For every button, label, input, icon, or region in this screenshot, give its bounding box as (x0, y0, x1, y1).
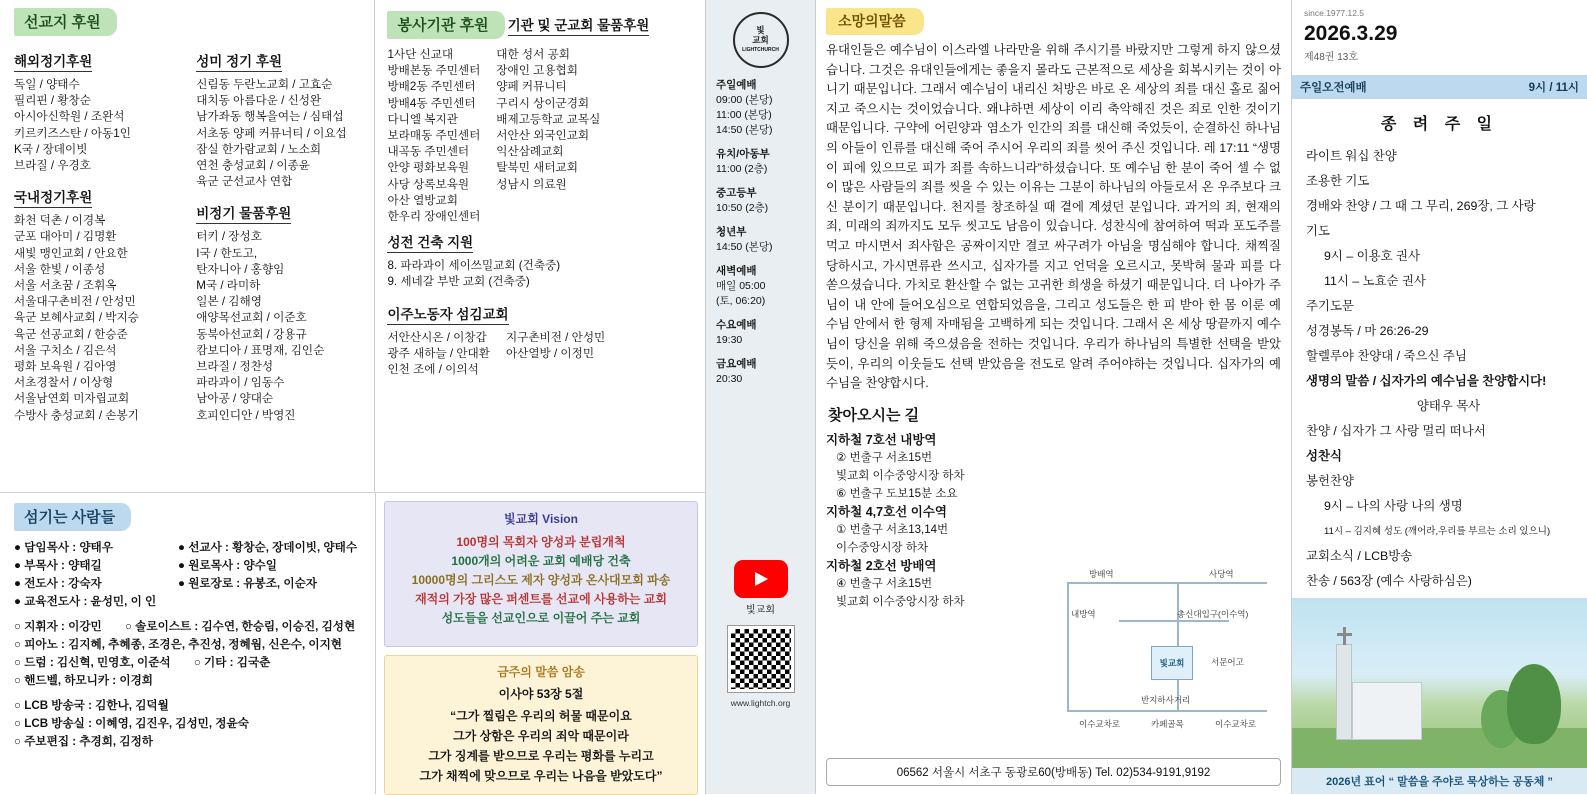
order-item: 11시 – 김지혜 성도 (깨어라,우리를 부르는 소리 있으니) (1324, 526, 1551, 537)
support-panels (0, 0, 705, 492)
list-item: 지구촌비전 / 안성민 (505, 330, 606, 344)
list-item: M국 / 라미하 (196, 279, 261, 293)
church-logo (733, 12, 789, 68)
vision-title: 빛교회 Vision (504, 512, 578, 526)
list-item: 잠실 한가람교회 / 노소희 (196, 142, 322, 156)
vision-line: 성도들을 선교인으로 이끌어 주는 교회 (441, 611, 641, 625)
column-missions (0, 0, 706, 794)
memory-verse-line: 그가 채찍에 맞으므로 우리는 나음을 받았도다” (419, 769, 663, 783)
map-label: 총신대입구(이수역) (1177, 609, 1249, 619)
servant-label: 솔로이스트 : 김수연, 한승림, 이승진, 김성현 (135, 620, 356, 633)
mission-support-section (0, 0, 375, 492)
section-tab-missions: 선교지 후원 (14, 8, 117, 36)
station-name: 지하철 7호선 내방역 (826, 432, 937, 447)
servant-label: LCB 방송국 : 김한나, 김덕월 (24, 699, 169, 712)
photo-steeple (1336, 644, 1352, 740)
vision-card (384, 501, 698, 647)
service-times (712, 78, 809, 387)
list-item: 서안산시온 / 이창갑 (387, 330, 487, 344)
list-item: 방배2동 주민센터 (387, 80, 476, 94)
order-item: 조용한 기도 (1306, 174, 1370, 188)
year-slogan: 2026년 표어 “ 말씀을 주야로 묵상하는 공동체 ” (1292, 768, 1587, 794)
list-item: 수방사 충성교회 / 손봉기 (14, 408, 139, 422)
heading-overseas: 해외정기후원 (14, 50, 92, 72)
list-seongmi (196, 77, 364, 190)
route-line: 빛교회 이수중앙시장 하차 (836, 595, 965, 608)
servant-row: ● 담임목사 : 양태우 (14, 541, 113, 554)
servant-row: ○ 핸드벨, 하모니카 : 이경희 (14, 674, 153, 687)
list-item: 서울 한빛 / 이종성 (14, 262, 106, 276)
schedule-head: 중고등부 (716, 187, 757, 199)
list-goods-right (496, 47, 600, 225)
servants-section (0, 492, 376, 794)
map-label: 이수교차로 (1215, 719, 1257, 729)
map-label: 내방역 (1071, 609, 1096, 619)
servant-row: ● 전도사 : 강숙자 (14, 577, 102, 590)
list-item: 익산삼례교회 (496, 145, 564, 159)
memory-verse-title: 금주의 말씀 암송 (497, 665, 585, 679)
list-item: 방배4동 주민센터 (387, 96, 476, 110)
list-item: 육군 보혜사교회 / 박지승 (14, 311, 139, 325)
order-item: 할렐루야 찬양대 / 죽으신 주님 (1306, 349, 1467, 363)
schedule-head: 금요예배 (716, 358, 757, 370)
heading-goods: 기관 및 군교회 물품후원 (508, 14, 650, 36)
section-tab-service: 봉사기관 후원 (387, 11, 504, 39)
list-item: 필리핀 / 황창순 (14, 94, 91, 108)
section-tab-servants: 섬기는 사람들 (14, 503, 131, 531)
map-label: 이수교차로 (1079, 719, 1121, 729)
servant-label: 선교사 : 황창순, 장데이빗, 양태수 (188, 541, 358, 554)
servant-label: 핸드벨, 하모니카 : 이경희 (24, 674, 153, 687)
servant-label: 드럼 : 김신혁, 민영호, 이준석 (24, 656, 171, 669)
directions-title: 찾아오시는 길 (828, 406, 920, 424)
route-line: 빛교회 이수중앙시장 하차 (836, 469, 965, 482)
order-item: 봉헌찬양 (1306, 474, 1354, 488)
servant-label: 기타 : 김국춘 (204, 656, 271, 669)
servant-row: ● 교육전도사 : 윤성민, 이 인 (14, 595, 157, 608)
photo-building (1352, 682, 1422, 740)
order-item: 성경봉독 / 마 26:26-29 (1306, 324, 1429, 338)
list-overseas (14, 77, 182, 174)
route-line: 이수중앙시장 하차 (836, 541, 929, 554)
list-domestic (14, 213, 182, 424)
list-item: 새빛 맹인교회 / 안요한 (14, 246, 128, 260)
map-label: 방배역 (1089, 569, 1114, 579)
location-map (1059, 560, 1277, 740)
list-item: 남아공 / 양대순 (196, 392, 274, 406)
list-item: 방배본동 주민센터 (387, 64, 481, 78)
list-item: 파라과이 / 임동수 (196, 376, 285, 390)
list-item: 호피인디안 / 박영진 (196, 408, 296, 422)
order-item: 9시 – 이용호 권사 (1324, 249, 1420, 263)
order-item: 찬송 / 563장 (예수 사랑하심은) (1306, 574, 1472, 588)
schedule-row: 10:50 (2층) (716, 202, 769, 214)
route-line: ④ 번출구 서초15번 (836, 577, 933, 590)
servant-row: ● 원로목사 : 양수일 (178, 559, 277, 572)
schedule-head: 청년부 (716, 226, 747, 238)
map-label: 반지하사거리 (1141, 695, 1191, 705)
list-item: 광주 새하늘 / 안대환 (387, 346, 490, 360)
service-bar-left: 주일오전예배 (1300, 82, 1367, 94)
schedule-row: 14:50 (본당) (716, 241, 773, 253)
map-label: 사당역 (1209, 569, 1234, 579)
servant-label: 담임목사 : 양태우 (24, 541, 113, 554)
list-item: 신림동 두란노교회 / 고효순 (196, 78, 333, 91)
list-item: 탈북민 새터교회 (496, 161, 578, 175)
list-item: 독일 / 양태수 (14, 78, 80, 91)
list-item: 군포 대아미 / 김명환 (14, 230, 117, 244)
memory-verse-line: “그가 찔림은 우리의 허물 때문이요 (450, 709, 632, 723)
heading-irregular: 비정기 물품후원 (196, 202, 291, 224)
memory-verse-ref: 이사야 53장 5절 (498, 687, 584, 701)
list-item: K국 / 장데이빗 (14, 142, 88, 156)
schedule-row: 14:50 (본당) (716, 124, 773, 136)
list-item: 서울 구치소 / 김은석 (14, 343, 117, 357)
list-item: 서울대구촌비전 / 안성민 (14, 295, 136, 309)
schedule-row: 11:00 (2층) (716, 163, 768, 175)
vision-line: 100명의 목회자 양성과 분립개척 (456, 535, 626, 549)
list-item: 배제고등학교 교목실 (496, 112, 601, 126)
qr-code-icon[interactable] (728, 626, 794, 692)
schedule-row: 20:30 (716, 373, 743, 385)
list-item: 화천 덕촌 / 이경복 (14, 214, 106, 228)
map-label: 카페골목 (1151, 719, 1184, 729)
list-item: 장애인 고용협회 (496, 64, 578, 78)
sermon-body: 유대인들은 예수님이 이스라엘 나라만을 위해 주시기를 바랐지만 그렇게 하지 않으셨습니다. 그것은 유대인들에게는 좋을지 몰라도 근본적으로 세상을 회복시키는 것이 아니기 때문입니다. 그래서 예수님이 내리신 처방은 바로 온 세상의 죄를 대신 홀로 짊어지고 죽으시는 것이었습니다. 왜냐하면 세상이 이리 축악해진 것은 죄로 인한 것이기 때문입니다. 구약에 어린양과 염소가 인간의 죄를 대신해 죽었듯이, 순결하신 하나님의 아들이 인류를 대신해 죽어 주시어 우리의 죄를 씻어 주신 것입니다. 레 17:11 “생명이 피에 있으므로 피가 죄를 속하느니라”하셨습니다. 또 예수님 한 분이 죽어 셀 수 없이 많은 사람들의 죄를 씻을 수 있는 이유는 그분이 하나님의 아들로서 온 우주보다 크신 분이기 때문입니다. 천지를 창조하실 때 곁에 계셨던 분입니다. 과거의 죄, 현재의 죄, 미래의 죄까지도 모두 씻고도 남음이 있습니다. 성찬식에 참여하여 떡과 포도주를 먹고 마시면서 죄사함은 공짜이지만 결코 싸구려가 아님을 명심해야 합니다. 채찍질 당하시고, 가시면류관 쓰시고, 십자가를 지고 언덕을 오르시고, 못박혀 물과 피를 다 쏟으셨습니다. 가치로 환산할 수 없는 고귀한 희생을 하셨기 때문입니다. 더 나아가 주님이 내 안에 들어오심으로 연합되었음을, 그리고 성도들은 한 피 받아 한 몸 이룬 예수님 안에서 한 형제 자매됨을 고백하게 되는 것입니다. 그래서 온 세상 땅끝까지 예수님이 당신을 위해 죽으셨음을 전하는 것입니다. 우리가 하나님의 특별한 선택을 받았듯이, 우리의 이웃들도 선택 받았음을 전도로 알려 주어야하는 것입니다. 십자가의 예수님을 찬양합시다. (826, 43, 1281, 391)
servant-label: LCB 방송실 : 이혜영, 김진우, 김성민, 정윤숙 (24, 717, 249, 730)
memory-verse-card (384, 655, 698, 795)
list-goods-left (387, 47, 480, 225)
bulletin-date: 2026.3.29 (1304, 22, 1398, 45)
servant-label: 주보편집 : 추경희, 김정하 (24, 735, 153, 748)
list-item: 서울 서초꿈 / 조휘옥 (14, 279, 117, 293)
list-building (387, 258, 695, 290)
servant-row: ○ 피아노 : 김지혜, 추혜종, 조경은, 추진성, 정혜웜, 신은수, 이지현 (14, 638, 342, 651)
order-item: 기도 (1306, 224, 1330, 238)
list-item: 대치동 아름다운 / 신성완 (196, 94, 322, 108)
order-item: 경배와 찬양 / 그 때 그 무리, 269장, 그 사랑 (1306, 199, 1536, 213)
vision-line: 1000개의 어려운 교회 예배당 건축 (451, 554, 631, 568)
list-irregular (196, 229, 364, 423)
list-item: 일본 / 김해영 (196, 295, 262, 309)
church-address: 06562 서울시 서초구 동광로60(방배동) Tel. 02)534-9191,9192 (826, 758, 1281, 786)
heading-building: 성전 건축 지원 (387, 231, 473, 253)
page-title: 종 려 주 일 (1380, 116, 1499, 133)
order-item: 11시 – 노효순 권사 (1324, 274, 1426, 288)
station-name: 지하철 2호선 방배역 (826, 558, 937, 573)
servant-label: 부목사 : 양태길 (24, 559, 102, 572)
schedule-row: 09:00 (본당) (716, 94, 773, 106)
list-item: 내곡동 주민센터 (387, 145, 470, 159)
list-item: 서초경찰서 / 이상형 (14, 376, 114, 390)
memory-verse-line: 그가 상함은 우리의 죄악 때문이라 (453, 729, 629, 743)
order-item-communion: 성찬식 (1306, 449, 1342, 463)
servant-row: ● 선교사 : 황창순, 장데이빗, 양태수 (178, 541, 358, 554)
list-item: 서울남연회 미자립교회 (14, 392, 130, 406)
schedule-row: 매일 05:00 (716, 280, 766, 292)
list-item: 8. 파라과이 세이쓰밀교회 (건축중) (387, 259, 561, 273)
list-item: 키르키즈스탄 / 아동1인 (14, 126, 131, 140)
servant-row: ○ LCB 방송실 : 이혜영, 김진우, 김성민, 정윤숙 (14, 717, 249, 730)
servant-row: ● 부목사 : 양태길 (14, 559, 102, 572)
section-tab-sermon: 소망의말씀 (826, 8, 924, 35)
youtube-icon[interactable] (734, 560, 788, 598)
list-item: 브라질 / 우경호 (14, 159, 91, 173)
servant-label: 원로장로 : 유봉조, 이순자 (188, 577, 317, 590)
servant-row: ○ 주보편집 : 추경희, 김정하 (14, 735, 153, 748)
list-item: 아산열방 / 이정민 (505, 346, 595, 360)
route-line: ⑥ 번출구 도보15분 소요 (836, 487, 958, 500)
list-item: 1사단 신교대 (387, 48, 454, 61)
list-item: 육군 군선교사 연합 (196, 175, 293, 189)
order-item: 교회소식 / LCB방송 (1306, 549, 1413, 563)
servant-row: ● 원로장로 : 유봉조, 이순자 (178, 577, 317, 590)
list-item: 보라매동 주민센터 (387, 129, 481, 143)
list-item: 성남시 의료원 (496, 177, 567, 191)
masthead (1292, 0, 1587, 67)
order-item: 주기도문 (1306, 299, 1354, 313)
schedule-row: 11:00 (본당) (716, 109, 772, 121)
service-bar (1292, 75, 1587, 99)
list-item: 구리시 상이군경회 (496, 96, 590, 110)
list-item: 인천 조에 / 이의석 (387, 363, 479, 377)
heading-domestic: 국내정기후원 (14, 186, 92, 208)
logo-sub: LIGHTCHURCH (742, 47, 779, 53)
servant-label: 원로목사 : 양수일 (188, 559, 277, 572)
list-item: 한우리 장애인센터 (387, 210, 481, 224)
heading-seongmi: 성미 정기 후원 (196, 50, 282, 72)
logo-line-2: 교회 (752, 35, 769, 45)
list-item: 서초동 양페 커뮤너티 / 이요섭 (196, 126, 347, 140)
list-item: 브라질 / 정찬성 (196, 360, 274, 374)
list-item: 사당 상록보육원 (387, 177, 470, 191)
website-url: www.lightch.org (730, 698, 791, 708)
column-schedule (706, 0, 816, 794)
youtube-label: 빛교회 (746, 605, 775, 616)
map-label: 서문어고 (1211, 657, 1244, 667)
memory-verse-line: 그가 징계를 받으므로 우리는 평화를 누리고 (428, 749, 654, 763)
photo-tree (1507, 664, 1561, 744)
church-photo (1292, 598, 1587, 768)
list-item: 캄보디아 / 표명재, 김인순 (196, 343, 325, 357)
list-item: 터키 / 장성호 (196, 230, 262, 244)
schedule-row: (토, 06:20) (716, 295, 766, 307)
order-item-sermon: 생명의 말씀 / 십자가의 예수님을 찬양합시다! (1306, 374, 1547, 388)
vision-line: 10000명의 그리스도 제자 양성과 온사대모회 파송 (411, 573, 671, 587)
list-item: 동북아선교회 / 강용규 (196, 327, 307, 341)
list-item: 아시아신학원 / 조완석 (14, 110, 125, 124)
youtube-block[interactable] (706, 560, 815, 708)
service-bar-right: 9시 / 11시 (1528, 82, 1579, 94)
map-marker-church: 빛교회 (1151, 646, 1193, 680)
list-item: 탄자니아 / 홍향임 (196, 262, 285, 276)
station-name: 지하철 4,7호선 이수역 (826, 504, 947, 519)
schedule-head: 유치/아동부 (716, 148, 770, 160)
list-workers-right (506, 330, 605, 379)
list-item: 대한 성서 공회 (496, 48, 570, 61)
route-line: ② 번출구 서초15번 (836, 451, 933, 464)
list-item: 연천 충성교회 / 이종윤 (196, 159, 310, 173)
vision-line: 재적의 가장 많은 퍼센트를 선교에 사용하는 교회 (415, 592, 667, 606)
list-item: 아산 열방교회 (387, 193, 458, 207)
list-item: I국 / 한도고, (196, 246, 258, 260)
schedule-head: 주일예배 (716, 79, 757, 91)
since-text: since.1977.12.5 (1304, 8, 1365, 18)
servant-label: 교육전도사 : 윤성민, 이 인 (24, 595, 157, 608)
list-item: 양페 커뮤니티 (496, 80, 567, 94)
order-item: 찬양 / 십자가 그 사랑 멀리 떠나서 (1306, 424, 1486, 438)
list-item: 애양목선교회 / 이준호 (196, 311, 307, 325)
list-item: 안양 평화보육원 (387, 161, 470, 175)
service-support-section (375, 0, 705, 492)
servant-row: ○ LCB 방송국 : 김한나, 김덕월 (14, 699, 169, 712)
servant-label: 지휘자 : 이강민 (24, 620, 102, 633)
list-item: 남가좌동 행복을여는 / 심태섭 (196, 110, 344, 124)
order-item: 라이트 워십 찬양 (1306, 149, 1397, 163)
schedule-head: 새벽예배 (716, 265, 757, 277)
vision-section (376, 492, 706, 794)
servant-label: 전도사 : 강숙자 (24, 577, 102, 590)
servant-label: 피아노 : 김지혜, 추혜종, 조경은, 추진성, 정혜웜, 신은수, 이지현 (24, 638, 342, 651)
list-item: 평화 보육원 / 김아영 (14, 360, 117, 374)
servant-row: ○ 드럼 : 김신혁, 민영호, 이준석 ○ 기타 : 김국춘 (14, 656, 271, 669)
logo-line-1: 빛 (756, 25, 765, 35)
column-sermon (816, 0, 1292, 794)
schedule-row: 19:30 (716, 334, 743, 346)
servant-row: ○ 지휘자 : 이강민 ○ 솔로이스트 : 김수연, 한승림, 이승진, 김성현 (14, 620, 356, 633)
list-item: 서안산 외국인교회 (496, 129, 590, 143)
order-item: 9시 – 나의 사랑 나의 생명 (1324, 499, 1463, 513)
list-item: 육군 선공교회 / 한승준 (14, 327, 128, 341)
heading-workers: 이주노동자 섬김교회 (387, 303, 508, 325)
route-line: ① 번출구 서초13,14번 (836, 523, 949, 536)
list-workers-left (387, 330, 489, 379)
schedule-head: 수요예배 (716, 319, 757, 331)
list-item: 다니엘 복지관 (387, 112, 458, 126)
list-item: 9. 세네갈 부반 교회 (건축중) (387, 275, 530, 289)
issue-number: 제48권 13호 (1304, 52, 1359, 63)
order-of-worship-list (1292, 144, 1587, 619)
column-order-of-worship (1292, 0, 1587, 794)
order-item-preacher: 양태우 목사 (1416, 399, 1481, 413)
